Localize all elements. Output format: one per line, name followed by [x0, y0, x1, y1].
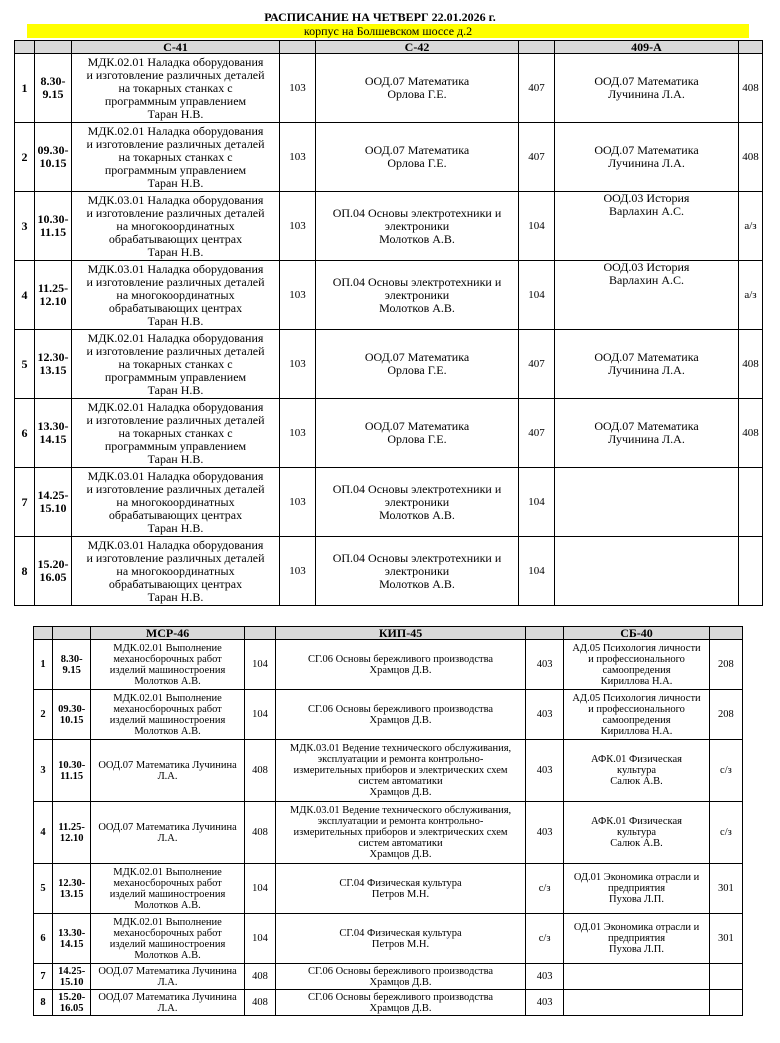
- table-header-row: [15, 41, 763, 54]
- lesson-cell: АФК.01 Физическая культура Салюк А.В.: [564, 740, 710, 802]
- lesson-number: 6: [15, 399, 35, 468]
- room-cell: 103: [280, 537, 316, 606]
- room-cell: [709, 964, 742, 990]
- room-cell: 408: [244, 990, 275, 1016]
- lesson-time: 12.30- 13.15: [53, 864, 91, 914]
- lesson-cell: СГ.06 Основы бережливого производства Храмцов Д.В.: [276, 990, 526, 1016]
- room-cell: [739, 537, 763, 606]
- lesson-cell: ООД.07 Математика Орлова Г.Е.: [316, 399, 519, 468]
- room-cell: 208: [709, 690, 742, 740]
- room-cell: 407: [519, 330, 555, 399]
- room-cell: 103: [280, 123, 316, 192]
- schedule-table-2: [33, 626, 743, 1016]
- lesson-number: 2: [15, 123, 35, 192]
- lesson-cell: СГ.06 Основы бережливого производства Храмцов Д.В.: [276, 640, 526, 690]
- room-cell: 103: [280, 399, 316, 468]
- lesson-cell: МДК.02.01 Наладка оборудования и изготовление различных деталей на токарных станках с программным управлением Таран Н.В.: [72, 123, 280, 192]
- room-cell: 408: [739, 54, 763, 123]
- lesson-cell: ОП.04 Основы электротехники и электроники Молотков А.В.: [316, 468, 519, 537]
- lesson-time: 13.30- 14.15: [53, 914, 91, 964]
- lesson-number: 1: [34, 640, 53, 690]
- lesson-cell: ООД.07 Математика Лучинина Л.А.: [91, 802, 245, 864]
- room-cell: 403: [526, 640, 564, 690]
- room-cell: 408: [244, 802, 275, 864]
- lesson-cell: ООД.03 История Варлахин А.С.: [555, 192, 739, 261]
- room-cell: 403: [526, 690, 564, 740]
- table-row: [34, 802, 743, 864]
- room-cell: с/з: [709, 740, 742, 802]
- table-row: [15, 261, 763, 330]
- header-blank: [35, 41, 72, 54]
- room-cell: 104: [244, 640, 275, 690]
- lesson-cell: АД.05 Психология личности и профессионального самоопредения Кириллова Н.А.: [564, 690, 710, 740]
- room-cell: 103: [280, 192, 316, 261]
- room-cell: 403: [526, 802, 564, 864]
- header-blank: [34, 627, 53, 640]
- group-header: КИП-45: [276, 627, 526, 640]
- lesson-cell: ООД.07 Математика Лучинина Л.А.: [91, 964, 245, 990]
- room-cell: 408: [244, 964, 275, 990]
- lesson-cell: ООД.07 Математика Орлова Г.Е.: [316, 123, 519, 192]
- table-row: [34, 964, 743, 990]
- room-cell: 103: [280, 468, 316, 537]
- lesson-time: 11.25- 12.10: [35, 261, 72, 330]
- lesson-cell: СГ.04 Физическая культура Петров М.Н.: [276, 914, 526, 964]
- room-cell: 301: [709, 914, 742, 964]
- lesson-number: 6: [34, 914, 53, 964]
- lesson-cell: [564, 990, 710, 1016]
- lesson-cell: МДК.03.01 Наладка оборудования и изготовление различных деталей на многокоординатных обрабатывающих центрах Таран Н.В.: [72, 261, 280, 330]
- lesson-cell: МДК.02.01 Выполнение механосборочных работ изделий машиностроения Молотков А.В.: [91, 640, 245, 690]
- group-header: СБ-40: [564, 627, 710, 640]
- room-cell: 407: [519, 123, 555, 192]
- room-cell: 407: [519, 54, 555, 123]
- lesson-time: 13.30- 14.15: [35, 399, 72, 468]
- lesson-number: 7: [34, 964, 53, 990]
- room-cell: [739, 468, 763, 537]
- lesson-time: 14.25- 15.10: [53, 964, 91, 990]
- lesson-number: 2: [34, 690, 53, 740]
- lesson-time: 14.25- 15.10: [35, 468, 72, 537]
- lesson-cell: ОП.04 Основы электротехники и электроники Молотков А.В.: [316, 537, 519, 606]
- lesson-time: 8.30- 9.15: [53, 640, 91, 690]
- lesson-cell: [555, 537, 739, 606]
- lesson-cell: СГ.04 Физическая культура Петров М.Н.: [276, 864, 526, 914]
- table-row: [15, 192, 763, 261]
- lesson-cell: МДК.02.01 Наладка оборудования и изготовление различных деталей на токарных станках с программным управлением Таран Н.В.: [72, 54, 280, 123]
- room-cell: 208: [709, 640, 742, 690]
- room-cell: а/з: [739, 192, 763, 261]
- table-row: [15, 330, 763, 399]
- room-cell: а/з: [739, 261, 763, 330]
- lesson-cell: ООД.07 Математика Лучинина Л.А.: [91, 990, 245, 1016]
- room-cell: 103: [280, 261, 316, 330]
- table-row: [15, 537, 763, 606]
- lesson-cell: ООД.07 Математика Лучинина Л.А.: [555, 330, 739, 399]
- table-row: [34, 640, 743, 690]
- lesson-number: 7: [15, 468, 35, 537]
- header-blank: [15, 41, 35, 54]
- room-cell: 104: [519, 468, 555, 537]
- header-blank: [526, 627, 564, 640]
- group-header: С-41: [72, 41, 280, 54]
- header-blank: [53, 627, 91, 640]
- table-row: [34, 990, 743, 1016]
- table-row: [15, 54, 763, 123]
- lesson-cell: МДК.03.01 Ведение технического обслуживания, эксплуатации и ремонта контрольно- измерительных приборов и электрических схем систем автоматики Храмцов Д.В.: [276, 802, 526, 864]
- table-row: [15, 399, 763, 468]
- room-cell: 408: [739, 123, 763, 192]
- lesson-time: 10.30- 11.15: [53, 740, 91, 802]
- lesson-cell: ООД.07 Математика Орлова Г.Е.: [316, 54, 519, 123]
- room-cell: 403: [526, 964, 564, 990]
- lesson-cell: ООД.07 Математика Лучинина Л.А.: [555, 399, 739, 468]
- lesson-time: 11.25- 12.10: [53, 802, 91, 864]
- header-blank: [739, 41, 763, 54]
- lesson-time: 8.30- 9.15: [35, 54, 72, 123]
- header-blank: [519, 41, 555, 54]
- lesson-time: 09.30- 10.15: [35, 123, 72, 192]
- header-blank: [244, 627, 275, 640]
- lesson-cell: МДК.02.01 Выполнение механосборочных работ изделий машиностроения Молотков А.В.: [91, 864, 245, 914]
- room-cell: 408: [739, 330, 763, 399]
- room-cell: 103: [280, 330, 316, 399]
- table-row: [34, 864, 743, 914]
- lesson-cell: [564, 964, 710, 990]
- room-cell: 104: [244, 864, 275, 914]
- lesson-cell: ОД.01 Экономика отрасли и предприятия Пухова Л.П.: [564, 864, 710, 914]
- table-header-row: [34, 627, 743, 640]
- table-row: [34, 690, 743, 740]
- schedule-title: РАСПИСАНИЕ НА ЧЕТВЕРГ 22.01.2026 г.: [264, 10, 496, 24]
- lesson-number: 4: [15, 261, 35, 330]
- room-cell: 403: [526, 740, 564, 802]
- lesson-number: 8: [15, 537, 35, 606]
- room-cell: 104: [519, 192, 555, 261]
- lesson-number: 3: [34, 740, 53, 802]
- lesson-cell: АФК.01 Физическая культура Салюк А.В.: [564, 802, 710, 864]
- lesson-cell: МДК.02.01 Наладка оборудования и изготовление различных деталей на токарных станках с программным управлением Таран Н.В.: [72, 330, 280, 399]
- room-cell: 408: [244, 740, 275, 802]
- lesson-cell: СГ.06 Основы бережливого производства Храмцов Д.В.: [276, 690, 526, 740]
- lesson-time: 15.20- 16.05: [35, 537, 72, 606]
- lesson-cell: АД.05 Психология личности и профессионального самоопредения Кириллова Н.А.: [564, 640, 710, 690]
- lesson-cell: ООД.07 Математика Лучинина Л.А.: [555, 54, 739, 123]
- table-row: [15, 468, 763, 537]
- lesson-cell: МДК.02.01 Выполнение механосборочных работ изделий машиностроения Молотков А.В.: [91, 914, 245, 964]
- room-cell: 403: [526, 990, 564, 1016]
- lesson-number: 5: [15, 330, 35, 399]
- group-header: С-42: [316, 41, 519, 54]
- lesson-number: 3: [15, 192, 35, 261]
- group-header: МСР-46: [91, 627, 245, 640]
- lesson-time: 09.30- 10.15: [53, 690, 91, 740]
- lesson-cell: МДК.02.01 Выполнение механосборочных работ изделий машиностроения Молотков А.В.: [91, 690, 245, 740]
- lesson-cell: МДК.03.01 Наладка оборудования и изготовление различных деталей на многокоординатных обрабатывающих центрах Таран Н.В.: [72, 192, 280, 261]
- lesson-cell: МДК.03.01 Наладка оборудования и изготовление различных деталей на многокоординатных обрабатывающих центрах Таран Н.В.: [72, 537, 280, 606]
- table-row: [34, 740, 743, 802]
- room-cell: 407: [519, 399, 555, 468]
- lesson-cell: ООД.07 Математика Орлова Г.Е.: [316, 330, 519, 399]
- room-cell: 103: [280, 54, 316, 123]
- lesson-cell: МДК.03.01 Наладка оборудования и изготовление различных деталей на многокоординатных обрабатывающих центрах Таран Н.В.: [72, 468, 280, 537]
- lesson-cell: ОД.01 Экономика отрасли и предприятия Пухова Л.П.: [564, 914, 710, 964]
- room-cell: 104: [244, 690, 275, 740]
- lesson-number: 4: [34, 802, 53, 864]
- lesson-number: 5: [34, 864, 53, 914]
- building-subtitle: корпус на Болшевском шоссе д.2: [27, 24, 749, 38]
- lesson-cell: МДК.02.01 Наладка оборудования и изготовление различных деталей на токарных станках с программным управлением Таран Н.В.: [72, 399, 280, 468]
- lesson-cell: ООД.07 Математика Лучинина Л.А.: [91, 740, 245, 802]
- room-cell: 104: [244, 914, 275, 964]
- header-blank: [709, 627, 742, 640]
- lesson-time: 15.20- 16.05: [53, 990, 91, 1016]
- lesson-cell: ООД.03 История Варлахин А.С.: [555, 261, 739, 330]
- room-cell: 408: [739, 399, 763, 468]
- lesson-time: 10.30- 11.15: [35, 192, 72, 261]
- room-cell: [709, 990, 742, 1016]
- lesson-cell: ОП.04 Основы электротехники и электроники Молотков А.В.: [316, 192, 519, 261]
- lesson-number: 8: [34, 990, 53, 1016]
- schedule-table-1: [14, 40, 763, 606]
- lesson-cell: ОП.04 Основы электротехники и электроники Молотков А.В.: [316, 261, 519, 330]
- room-cell: 301: [709, 864, 742, 914]
- group-header: 409-А: [555, 41, 739, 54]
- room-cell: с/з: [526, 914, 564, 964]
- lesson-cell: МДК.03.01 Ведение технического обслуживания, эксплуатации и ремонта контрольно- измерительных приборов и электрических схем систем автоматики Храмцов Д.В.: [276, 740, 526, 802]
- table-row: [34, 914, 743, 964]
- room-cell: 104: [519, 261, 555, 330]
- room-cell: с/з: [526, 864, 564, 914]
- header-blank: [280, 41, 316, 54]
- room-cell: с/з: [709, 802, 742, 864]
- table-row: [15, 123, 763, 192]
- lesson-cell: ООД.07 Математика Лучинина Л.А.: [555, 123, 739, 192]
- lesson-time: 12.30- 13.15: [35, 330, 72, 399]
- lesson-cell: [555, 468, 739, 537]
- room-cell: 104: [519, 537, 555, 606]
- lesson-cell: СГ.06 Основы бережливого производства Храмцов Д.В.: [276, 964, 526, 990]
- lesson-number: 1: [15, 54, 35, 123]
